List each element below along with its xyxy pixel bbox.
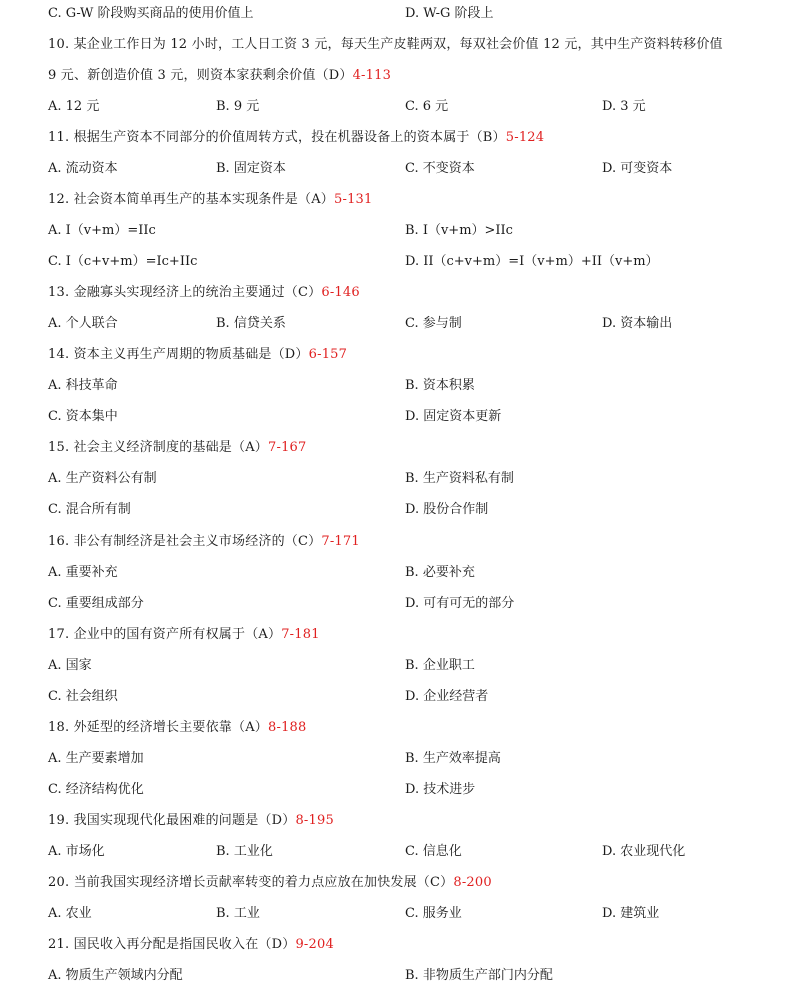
answer-option: B. 生产资料私有制 [405, 471, 514, 486]
page-reference: 5-124 [505, 130, 545, 145]
answer-option: B. 工业化 [216, 844, 273, 859]
question-text: 18. 外延型的经济增长主要依靠（A） [48, 720, 268, 735]
answer-option: B. 9 元 [216, 99, 260, 114]
question-text: 19. 我国实现现代化最困难的问题是（D） [48, 813, 296, 828]
question-line [48, 190, 771, 210]
answer-option: A. 科技革命 [48, 378, 118, 393]
answer-option: A. I（v+m）=IIc [48, 223, 156, 238]
question-line [48, 345, 771, 365]
answer-option: D. 企业经营者 [405, 689, 489, 704]
answer-option: B. 企业职工 [405, 658, 475, 673]
question-line [48, 935, 771, 955]
answer-option: A. 市场化 [48, 844, 105, 859]
page-reference: 8-195 [295, 813, 334, 828]
answer-option: A. 重要补充 [48, 565, 118, 580]
answer-option: D. 资本输出 [602, 316, 673, 331]
question-line [48, 438, 771, 458]
answer-option: A. 生产要素增加 [48, 751, 144, 766]
answer-option: C. G-W 阶段购买商品的使用价值上 [48, 6, 254, 21]
answer-option: A. 12 元 [48, 99, 100, 114]
answer-option: B. 非物质生产部门内分配 [405, 968, 553, 983]
question-text: 13. 金融寡头实现经济上的统治主要通过（C） [48, 285, 322, 300]
answer-option: C. 服务业 [405, 906, 462, 921]
answer-option: D. 农业现代化 [602, 844, 686, 859]
answer-option: C. 不变资本 [405, 161, 475, 176]
answer-option: C. 参与制 [405, 316, 462, 331]
answer-option: B. 信贷关系 [216, 316, 286, 331]
page-reference: 6-157 [308, 347, 348, 362]
page-reference: 4-113 [352, 68, 392, 83]
page-reference: 6-146 [321, 285, 360, 300]
answer-option: D. 股份合作制 [405, 502, 489, 517]
answer-option: B. 固定资本 [216, 161, 286, 176]
page-reference: 8-188 [268, 720, 307, 735]
answer-option: A. 个人联合 [48, 316, 118, 331]
page-reference: 5-131 [334, 192, 373, 207]
question-line [48, 811, 771, 831]
answer-option: C. 6 元 [405, 99, 449, 114]
answer-option: B. 工业 [216, 906, 260, 921]
question-line [48, 718, 771, 738]
answer-option: D. 建筑业 [602, 906, 660, 921]
question-line [48, 66, 771, 86]
answer-option: D. 可有可无的部分 [405, 596, 515, 611]
answer-option: D. 固定资本更新 [405, 409, 502, 424]
page-reference: 9-204 [295, 937, 334, 952]
answer-option: D. 3 元 [602, 99, 646, 114]
question-text: 11. 根据生产资本不同部分的价值周转方式，投在机器设备上的资本属于（B） [48, 130, 506, 145]
question-line [48, 873, 771, 893]
question-text: 20. 当前我国实现经济增长贡献率转变的着力点应放在加快发展（C） [48, 875, 454, 890]
answer-option: C. 信息化 [405, 844, 462, 859]
answer-option: C. 经济结构优化 [48, 782, 144, 797]
question-line [48, 625, 771, 645]
question-text: 15. 社会主义经济制度的基础是（A） [48, 440, 268, 455]
question-text: 10. 某企业工作日为 12 小时，工人日工资 3 元，每天生产皮鞋两双，每双社会价值 12 元，其中生产资料转移价值 [48, 37, 723, 52]
answer-option: A. 物质生产领域内分配 [48, 968, 183, 983]
page-reference: 7-181 [281, 627, 320, 642]
answer-option: D. 可变资本 [602, 161, 673, 176]
answer-option: B. 必要补充 [405, 565, 475, 580]
answer-option: C. 资本集中 [48, 409, 118, 424]
answer-option: A. 农业 [48, 906, 92, 921]
question-text: 16. 非公有制经济是社会主义市场经济的（C） [48, 534, 322, 549]
answer-option: D. II（c+v+m）=I（v+m）+II（v+m） [405, 254, 659, 269]
question-text: 21. 国民收入再分配是指国民收入在（D） [48, 937, 296, 952]
question-text: 12. 社会资本简单再生产的基本实现条件是（A） [48, 192, 334, 207]
answer-option: B. 生产效率提高 [405, 751, 501, 766]
answer-option: C. 混合所有制 [48, 502, 131, 517]
question-line [48, 283, 771, 303]
question-line [48, 35, 771, 55]
answer-option: C. 重要组成部分 [48, 596, 144, 611]
page-reference: 7-171 [321, 534, 360, 549]
answer-option: A. 生产资料公有制 [48, 471, 157, 486]
answer-option: D. 技术进步 [405, 782, 476, 797]
answer-option: A. 国家 [48, 658, 92, 673]
answer-option: C. I（c+v+m）=Ic+IIc [48, 254, 198, 269]
question-line [48, 128, 771, 148]
answer-option: B. 资本积累 [405, 378, 475, 393]
answer-option: B. I（v+m）>IIc [405, 223, 513, 238]
question-text: 9 元、新创造价值 3 元，则资本家获剩余价值（D） [48, 68, 353, 83]
page-reference: 7-167 [268, 440, 307, 455]
question-text: 14. 资本主义再生产周期的物质基础是（D） [48, 347, 309, 362]
answer-option: A. 流动资本 [48, 161, 118, 176]
question-text: 17. 企业中的国有资产所有权属于（A） [48, 627, 282, 642]
answer-option: D. W-G 阶段上 [405, 6, 494, 21]
question-line [48, 532, 771, 552]
page-reference: 8-200 [453, 875, 492, 890]
answer-option: C. 社会组织 [48, 689, 118, 704]
